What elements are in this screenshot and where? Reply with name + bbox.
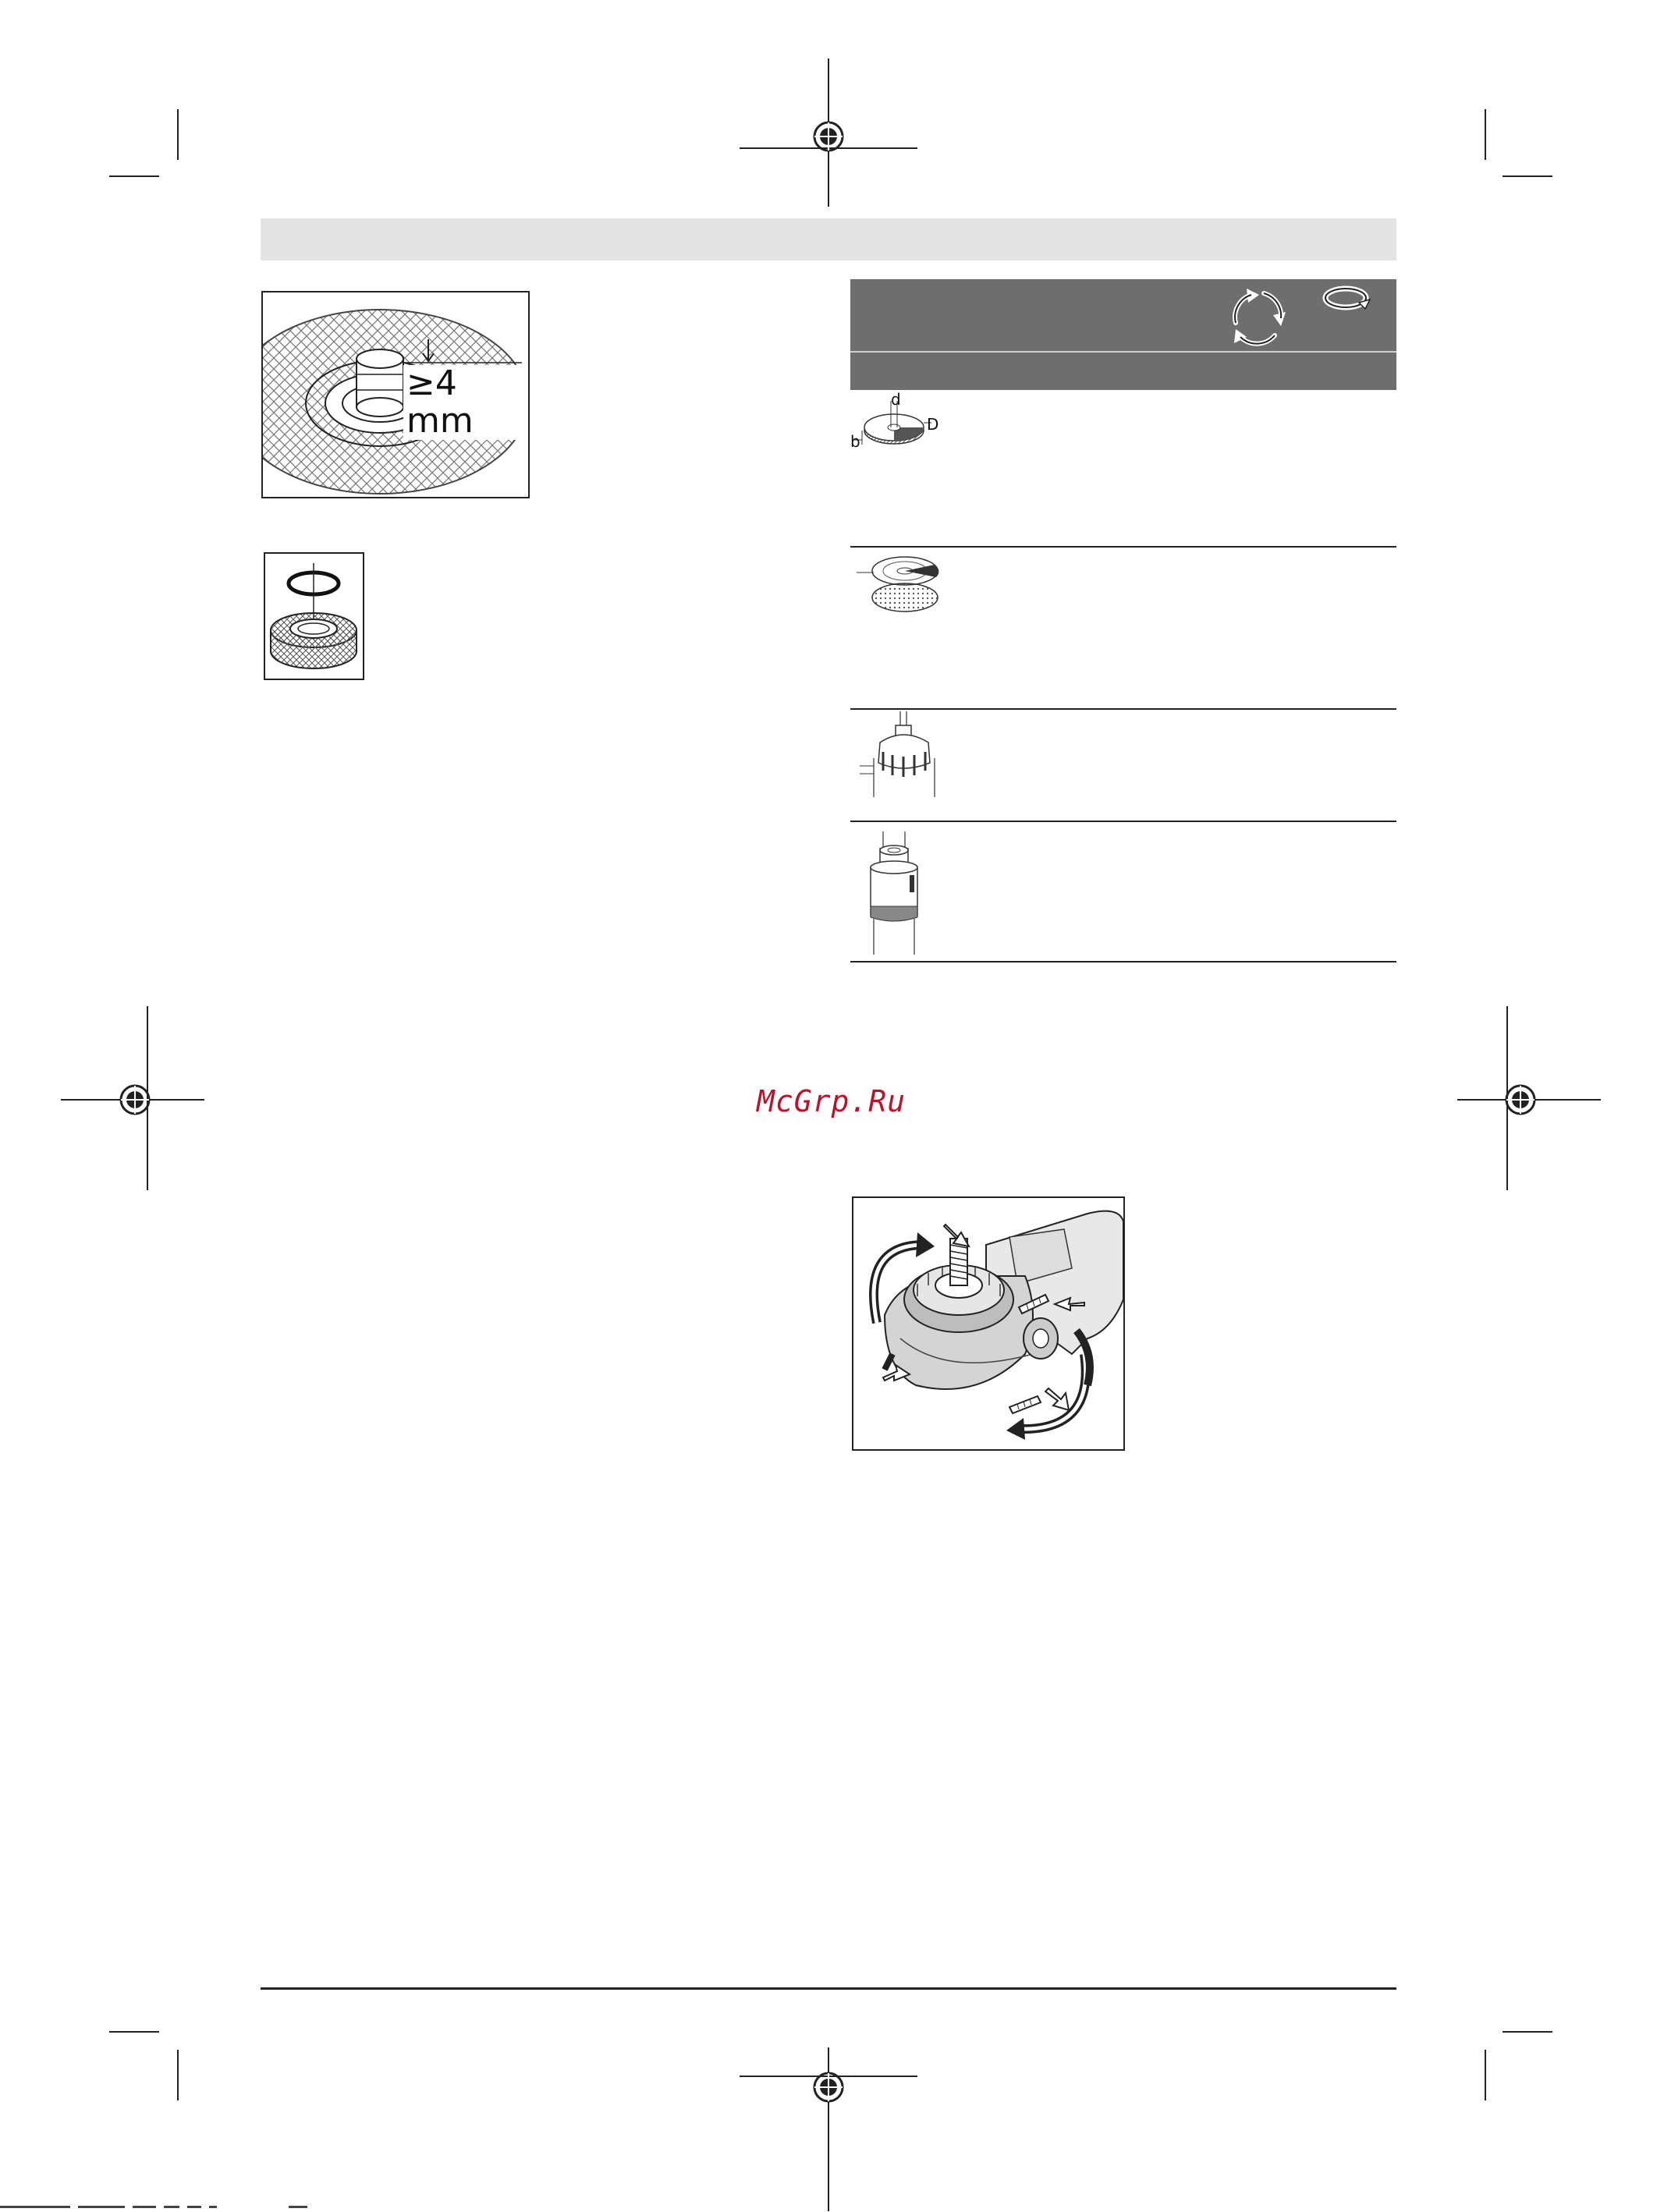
- table-row-cup-brush: [850, 711, 1396, 821]
- flap-disc-icon: [850, 549, 952, 619]
- cup-brush-icon: [850, 711, 952, 813]
- figure-gear-head-rotation: [852, 1196, 1125, 1451]
- header-bar: [261, 218, 1396, 261]
- table-row-core-bit: [850, 824, 1396, 961]
- table-row-flap-disc: [850, 549, 1396, 705]
- print-slug: [0, 2203, 328, 2212]
- oring-flange-illustration: [265, 554, 363, 679]
- dimension-label-b: b: [850, 432, 860, 451]
- footer-rule: [261, 1987, 1396, 1990]
- table-header: [850, 279, 1396, 351]
- figure-oring-flange: [264, 552, 364, 680]
- rotation-direction-icon: [1318, 281, 1376, 315]
- core-bit-icon: [850, 824, 952, 956]
- table-rule-4: [850, 961, 1396, 962]
- table-row-disc: [850, 390, 1396, 546]
- table-rule-2: [850, 708, 1396, 710]
- dimension-label-D: D: [927, 415, 939, 434]
- clearance-label: ≥4 mm: [403, 365, 528, 440]
- watermark: McGrp.Ru: [757, 1084, 907, 1118]
- figure-disc-clearance: [261, 291, 530, 498]
- recycle-arrows-icon: [1220, 282, 1295, 349]
- dimension-label-d: d: [891, 390, 901, 409]
- table-rule-1: [850, 546, 1396, 548]
- table-subheader: [850, 351, 1396, 390]
- gear-head-rotation-illustration: [853, 1198, 1123, 1449]
- table-rule-3: [850, 821, 1396, 822]
